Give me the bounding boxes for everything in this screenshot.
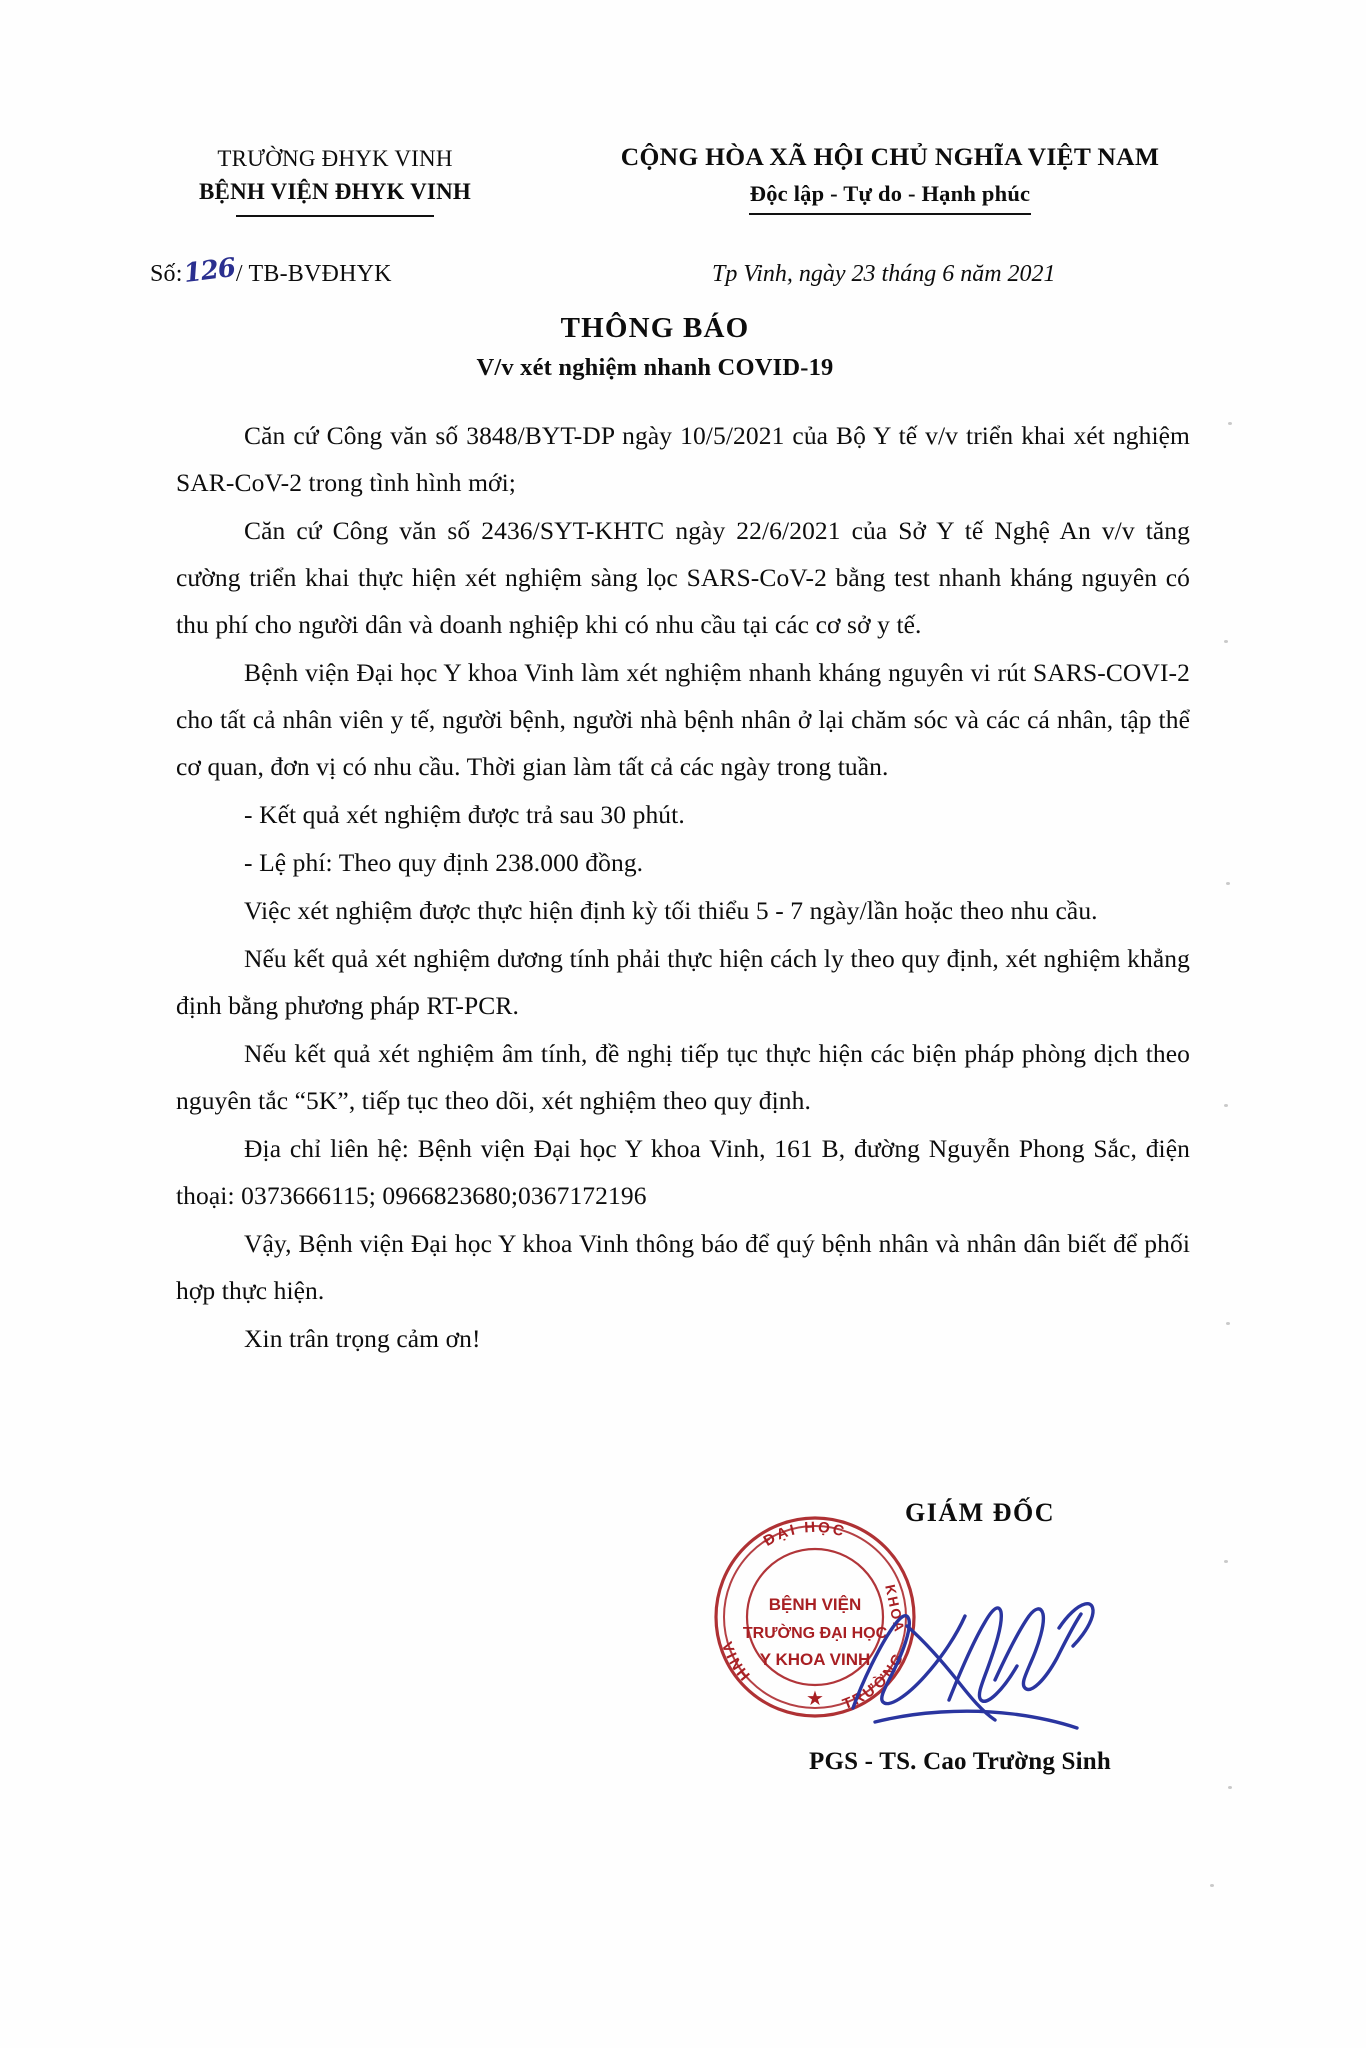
scan-speck — [1226, 882, 1230, 885]
scan-speck — [1226, 1322, 1230, 1325]
body-paragraph: Căn cứ Công văn số 3848/BYT-DP ngày 10/5/2021 của Bộ Y tế v/v triển khai xét nghiệm SAR-CoV-2 trong tình hình mới; — [176, 421, 1190, 497]
number-and-date-row — [150, 253, 1230, 290]
official-seal — [690, 1492, 940, 1742]
scan-speck — [1224, 1104, 1228, 1107]
org-line-hospital: BỆNH VIỆN ĐHYK VINH — [199, 179, 471, 205]
org-line-university: TRƯỜNG ĐHYK VINH — [217, 146, 453, 171]
body-paragraph: Căn cứ Công văn số 2436/SYT-KHTC ngày 22/6/2021 của Sở Y tế Nghệ An v/v tăng cường triển khai thực hiện xét nghiệm sàng lọc SARS-CoV-2 bằng test nhanh kháng nguyên có thu phí cho người dân và doanh nghiệp khi có nhu cầu tại các cơ sở y tế. — [176, 516, 1190, 639]
issuing-organization — [150, 142, 520, 217]
body-paragraph: Nếu kết quả xét nghiệm dương tính phải thực hiện cách ly theo quy định, xét nghiệm khẳng định bằng phương pháp RT-PCR. — [176, 944, 1190, 1020]
place-and-date: Tp Vinh, ngày 23 tháng 6 năm 2021 — [712, 261, 1056, 287]
document-title: THÔNG BÁO — [560, 312, 750, 344]
header-divider-right — [749, 213, 1031, 215]
scan-speck — [1228, 422, 1232, 425]
body-paragraph-fee: - Lệ phí: Theo quy định 238.000 đồng. — [244, 848, 644, 877]
document-number-handwritten: 126 — [181, 253, 237, 290]
national-motto: Độc lập - Tự do - Hạnh phúc — [749, 181, 1031, 206]
svg-text:BỆNH VIỆN: BỆNH VIỆN — [768, 1595, 862, 1614]
body-paragraph-thanks: Xin trân trọng cảm ơn! — [244, 1324, 481, 1353]
country-name: CỘNG HÒA XÃ HỘI CHỦ NGHĨA VIỆT NAM — [620, 142, 1160, 171]
signature-strokes — [845, 1530, 1105, 1740]
document-number — [150, 253, 550, 290]
svg-text:ĐẠI HỌC: ĐẠI HỌC — [760, 1518, 849, 1550]
document-subtitle: V/v xét nghiệm nhanh COVID-19 — [476, 354, 834, 381]
svg-text:KHOA: KHOA — [882, 1583, 909, 1635]
signature-title: GIÁM ĐỐC — [905, 1498, 1055, 1527]
svg-text:TRƯỜNG: TRƯỜNG — [840, 1649, 909, 1714]
handwritten-signature — [845, 1530, 1105, 1740]
document-number-suffix: / TB-BVĐHYK — [235, 261, 392, 287]
document-header — [150, 142, 1220, 217]
svg-text:TRƯỜNG ĐẠI HỌC: TRƯỜNG ĐẠI HỌC — [742, 1625, 888, 1642]
document-number-prefix: Số: — [150, 261, 183, 287]
document-body — [176, 412, 1190, 1363]
body-paragraph: Nếu kết quả xét nghiệm âm tính, đề nghị tiếp tục thực hiện các biện pháp phòng dịch theo nguyên tắc “5K”, tiếp tục theo dõi, xét nghiệm theo quy định. — [176, 1039, 1190, 1115]
scan-speck — [1228, 1786, 1232, 1789]
scan-speck — [1224, 1560, 1228, 1563]
svg-text:VINH: VINH — [717, 1639, 755, 1687]
title-block — [150, 312, 1160, 382]
seal-star: ★ — [806, 1688, 824, 1710]
body-paragraph: Bệnh viện Đại học Y khoa Vinh làm xét nghiệm nhanh kháng nguyên vi rút SARS-COVI-2 cho tất cả nhân viên y tế, người bệnh, người nhà bệnh nhân ở lại chăm sóc và các cá nhân, tập thể cơ quan, đơn vị có nhu cầu. Thời gian làm tất cả các ngày trong tuần. — [176, 658, 1190, 781]
svg-text:Y KHOA VINH: Y KHOA VINH — [759, 1650, 871, 1669]
signer-name: PGS - TS. Cao Trường Sinh — [809, 1748, 1111, 1775]
body-paragraph: Việc xét nghiệm được thực hiện định kỳ tối thiểu 5 - 7 ngày/lần hoặc theo nhu cầu. — [244, 896, 1098, 925]
body-paragraph: Vậy, Bệnh viện Đại học Y khoa Vinh thông báo để quý bệnh nhân và nhân dân biết để phối hợp thực hiện. — [176, 1229, 1190, 1305]
signature-block — [790, 1498, 1170, 1528]
body-paragraph-contact: Địa chỉ liên hệ: Bệnh viện Đại học Y khoa Vinh, 161 B, đường Nguyễn Phong Sắc, điện thoại: 0373666115; 0966823680;0367172196 — [176, 1134, 1190, 1210]
national-heading — [520, 142, 1220, 215]
seal-graphic — [690, 1492, 940, 1742]
scan-speck — [1224, 640, 1228, 643]
scan-speck — [1210, 1884, 1214, 1887]
header-divider-left — [236, 215, 434, 217]
body-paragraph-result-time: - Kết quả xét nghiệm được trả sau 30 phút. — [244, 800, 685, 829]
